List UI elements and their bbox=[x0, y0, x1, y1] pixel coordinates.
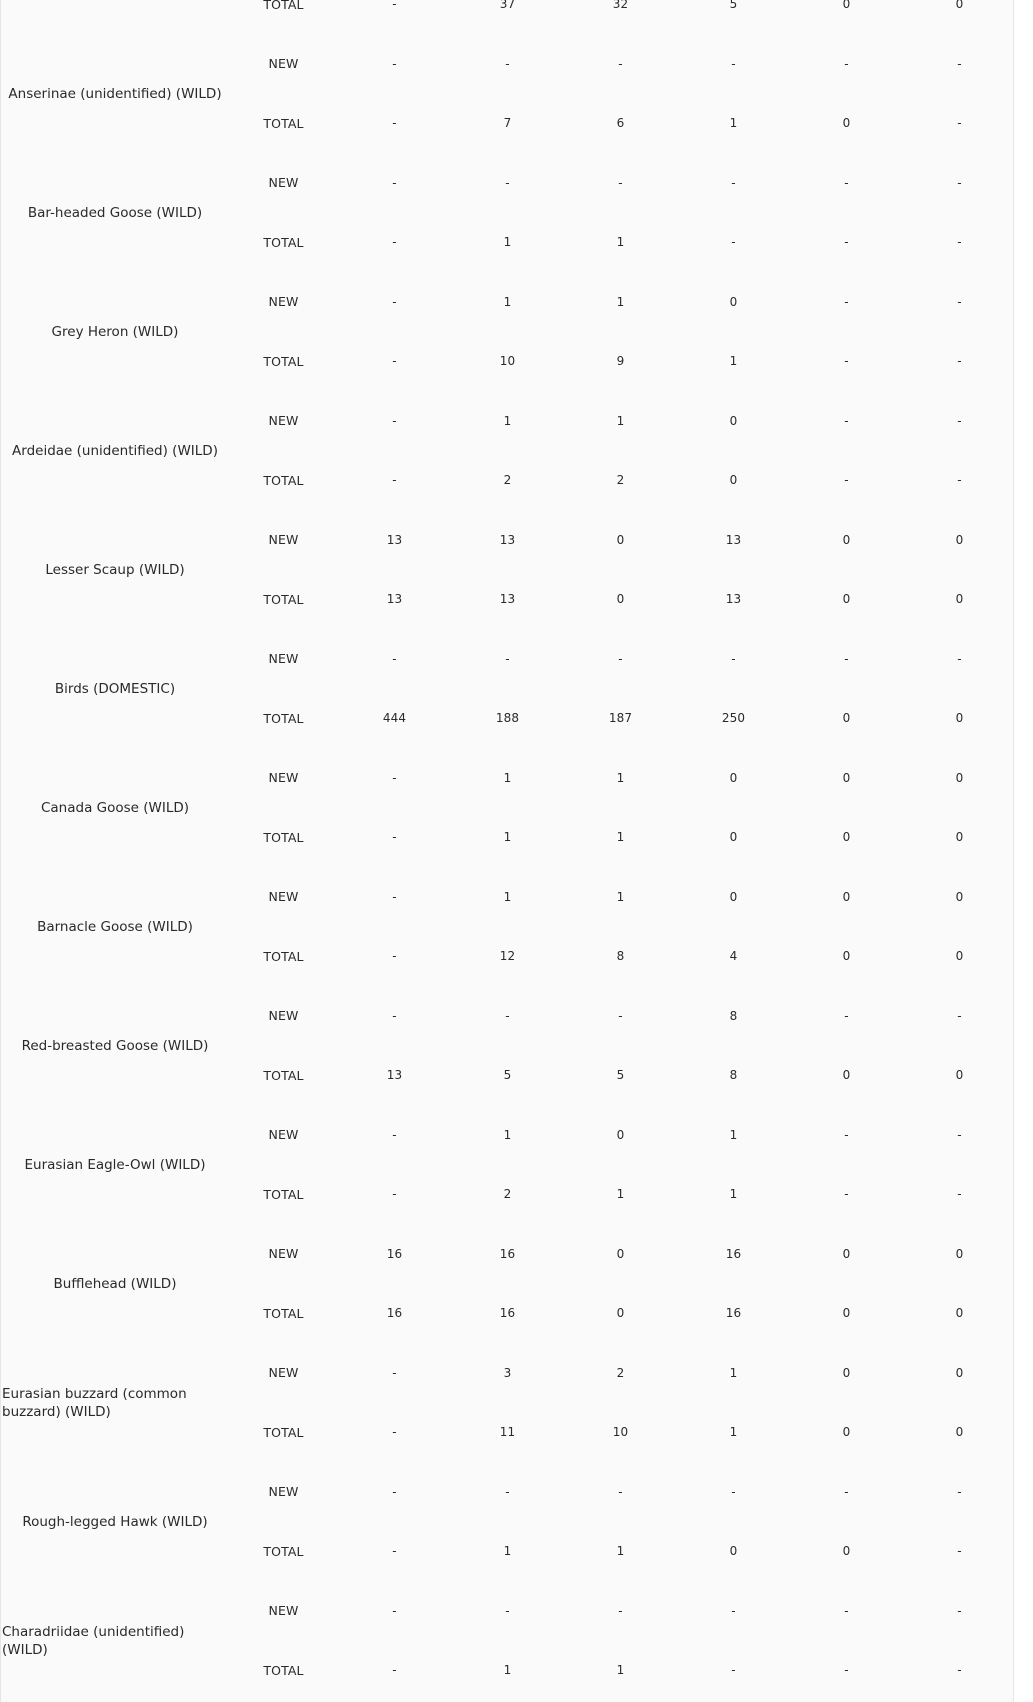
value-cell: 0 bbox=[842, 1068, 851, 1083]
value-cell: - bbox=[392, 294, 397, 309]
table-row-new bbox=[1, 34, 1016, 94]
value-cell: 13 bbox=[386, 1068, 403, 1083]
species-name: Barnacle Goose (WILD) bbox=[37, 918, 193, 935]
value-cell: 1 bbox=[729, 1425, 738, 1440]
value-cell: - bbox=[392, 413, 397, 428]
value-cell: 3 bbox=[503, 1365, 512, 1380]
row-type-label: NEW bbox=[268, 770, 299, 786]
value-cell: - bbox=[731, 235, 736, 250]
value-cell: 0 bbox=[842, 116, 851, 131]
row-type-label: NEW bbox=[268, 1127, 299, 1143]
value-cell: - bbox=[392, 116, 397, 131]
value-cell: 0 bbox=[955, 1365, 964, 1380]
value-cell: - bbox=[392, 1544, 397, 1559]
row-type-label: NEW bbox=[268, 1484, 299, 1500]
value-cell: 0 bbox=[616, 532, 625, 547]
value-cell: 0 bbox=[842, 770, 851, 785]
value-cell: - bbox=[392, 830, 397, 845]
value-cell: - bbox=[957, 1544, 962, 1559]
value-cell: 1 bbox=[729, 1187, 738, 1202]
value-cell: 8 bbox=[729, 1068, 738, 1083]
value-cell: - bbox=[957, 175, 962, 190]
value-cell: 37 bbox=[499, 0, 516, 12]
value-cell: - bbox=[392, 651, 397, 666]
table-row-total bbox=[1, 0, 1016, 34]
species-name: Ardeidae (unidentified) (WILD) bbox=[12, 442, 218, 459]
row-type-label: TOTAL bbox=[263, 1662, 304, 1678]
value-cell: 0 bbox=[842, 949, 851, 964]
row-type-label: TOTAL bbox=[263, 1186, 304, 1202]
value-cell: 0 bbox=[955, 532, 964, 547]
value-cell: - bbox=[844, 175, 849, 190]
value-cell: 0 bbox=[842, 0, 851, 12]
value-cell: 1 bbox=[503, 235, 512, 250]
value-cell: 13 bbox=[499, 592, 516, 607]
value-cell: 1 bbox=[616, 1663, 625, 1678]
value-cell: 0 bbox=[842, 1544, 851, 1559]
value-cell: - bbox=[392, 1663, 397, 1678]
row-type-label: NEW bbox=[268, 294, 299, 310]
value-cell: 1 bbox=[729, 354, 738, 369]
value-cell: 13 bbox=[386, 592, 403, 607]
value-cell: - bbox=[731, 56, 736, 71]
table-row-new bbox=[1, 748, 1016, 808]
value-cell: 0 bbox=[955, 1246, 964, 1261]
value-cell: 187 bbox=[608, 711, 633, 726]
value-cell: 2 bbox=[503, 473, 512, 488]
value-cell: 16 bbox=[499, 1246, 516, 1261]
value-cell: - bbox=[505, 1603, 510, 1618]
value-cell: 0 bbox=[955, 830, 964, 845]
value-cell: 0 bbox=[955, 1306, 964, 1321]
value-cell: 1 bbox=[729, 116, 738, 131]
value-cell: 16 bbox=[386, 1306, 403, 1321]
value-cell: 0 bbox=[842, 592, 851, 607]
table-row-new bbox=[1, 867, 1016, 927]
value-cell: - bbox=[392, 770, 397, 785]
value-cell: - bbox=[392, 1365, 397, 1380]
value-cell: 16 bbox=[386, 1246, 403, 1261]
value-cell: 0 bbox=[729, 413, 738, 428]
species-name: Bar-headed Goose (WILD) bbox=[27, 204, 203, 221]
species-name: Grey Heron (WILD) bbox=[51, 323, 179, 340]
value-cell: 0 bbox=[955, 949, 964, 964]
value-cell: - bbox=[844, 651, 849, 666]
row-type-label: TOTAL bbox=[263, 353, 304, 369]
value-cell: - bbox=[392, 1127, 397, 1142]
value-cell: 0 bbox=[616, 1246, 625, 1261]
value-cell: - bbox=[957, 1603, 962, 1618]
value-cell: - bbox=[844, 294, 849, 309]
species-name: Rough-legged Hawk (WILD) bbox=[22, 1513, 208, 1530]
value-cell: - bbox=[392, 949, 397, 964]
value-cell: - bbox=[844, 1603, 849, 1618]
value-cell: - bbox=[392, 56, 397, 71]
value-cell: - bbox=[844, 413, 849, 428]
value-cell: 0 bbox=[842, 889, 851, 904]
value-cell: - bbox=[957, 1187, 962, 1202]
row-type-label: TOTAL bbox=[263, 1424, 304, 1440]
value-cell: 13 bbox=[386, 532, 403, 547]
value-cell: - bbox=[844, 354, 849, 369]
species-name: Birds (DOMESTIC) bbox=[54, 680, 176, 697]
value-cell: - bbox=[844, 473, 849, 488]
value-cell: 6 bbox=[616, 116, 625, 131]
value-cell: 1 bbox=[616, 413, 625, 428]
value-cell: - bbox=[505, 1484, 510, 1499]
value-cell: 2 bbox=[503, 1187, 512, 1202]
value-cell: - bbox=[957, 1484, 962, 1499]
value-cell: 0 bbox=[729, 770, 738, 785]
row-type-label: NEW bbox=[268, 1008, 299, 1024]
row-type-label: TOTAL bbox=[263, 1067, 304, 1083]
table-row-new bbox=[1, 1105, 1016, 1165]
value-cell: 7 bbox=[503, 116, 512, 131]
value-cell: 4 bbox=[729, 949, 738, 964]
value-cell: - bbox=[957, 413, 962, 428]
value-cell: 250 bbox=[721, 711, 746, 726]
value-cell: - bbox=[392, 889, 397, 904]
value-cell: 1 bbox=[503, 770, 512, 785]
species-name: Bufflehead (WILD) bbox=[53, 1275, 177, 1292]
value-cell: 1 bbox=[503, 830, 512, 845]
table-row-new bbox=[1, 1462, 1016, 1522]
value-cell: 0 bbox=[842, 711, 851, 726]
row-type-label: TOTAL bbox=[263, 472, 304, 488]
value-cell: 0 bbox=[616, 1127, 625, 1142]
value-cell: - bbox=[618, 1008, 623, 1023]
value-cell: - bbox=[957, 1008, 962, 1023]
value-cell: 13 bbox=[499, 532, 516, 547]
value-cell: 1 bbox=[616, 889, 625, 904]
table-row-new bbox=[1, 1224, 1016, 1284]
value-cell: 12 bbox=[499, 949, 516, 964]
value-cell: - bbox=[844, 1008, 849, 1023]
value-cell: - bbox=[844, 56, 849, 71]
value-cell: - bbox=[844, 1484, 849, 1499]
value-cell: 13 bbox=[725, 592, 742, 607]
value-cell: 1 bbox=[729, 1127, 738, 1142]
value-cell: 0 bbox=[729, 294, 738, 309]
value-cell: 0 bbox=[729, 830, 738, 845]
value-cell: - bbox=[844, 235, 849, 250]
value-cell: 0 bbox=[955, 1425, 964, 1440]
value-cell: - bbox=[731, 1663, 736, 1678]
value-cell: - bbox=[957, 473, 962, 488]
value-cell: 0 bbox=[842, 1306, 851, 1321]
species-name: Charadriidae (unidentified) (WILD) bbox=[2, 1623, 185, 1658]
value-cell: 0 bbox=[616, 592, 625, 607]
table-row-new bbox=[1, 1581, 1016, 1641]
species-cell bbox=[1, 0, 229, 34]
value-cell: 0 bbox=[955, 592, 964, 607]
value-cell: - bbox=[618, 1603, 623, 1618]
value-cell: 1 bbox=[616, 235, 625, 250]
row-type-label: NEW bbox=[268, 889, 299, 905]
value-cell: 10 bbox=[612, 1425, 629, 1440]
value-cell: 0 bbox=[955, 770, 964, 785]
value-cell: 188 bbox=[495, 711, 520, 726]
value-cell: 1 bbox=[616, 830, 625, 845]
row-type-label: TOTAL bbox=[263, 829, 304, 845]
row-type-label: NEW bbox=[268, 532, 299, 548]
value-cell: 0 bbox=[842, 532, 851, 547]
value-cell: 16 bbox=[725, 1246, 742, 1261]
species-name: Eurasian Eagle-Owl (WILD) bbox=[24, 1156, 206, 1173]
value-cell: - bbox=[957, 56, 962, 71]
value-cell: - bbox=[505, 1008, 510, 1023]
value-cell: - bbox=[731, 651, 736, 666]
value-cell: - bbox=[957, 1663, 962, 1678]
value-cell: 2 bbox=[616, 473, 625, 488]
value-cell: 0 bbox=[842, 830, 851, 845]
value-cell: 11 bbox=[499, 1425, 516, 1440]
value-cell: 0 bbox=[955, 0, 964, 12]
value-cell: 1 bbox=[616, 294, 625, 309]
value-cell: 5 bbox=[616, 1068, 625, 1083]
row-type-label: NEW bbox=[268, 413, 299, 429]
value-cell: 1 bbox=[729, 1365, 738, 1380]
table-row-new bbox=[1, 510, 1016, 570]
value-cell: - bbox=[392, 473, 397, 488]
table-row-new bbox=[1, 986, 1016, 1046]
value-cell: 1 bbox=[503, 413, 512, 428]
table-row-new bbox=[1, 1343, 1016, 1403]
row-type-label: TOTAL bbox=[263, 1543, 304, 1559]
row-type-label: NEW bbox=[268, 56, 299, 72]
value-cell: - bbox=[957, 651, 962, 666]
value-cell: - bbox=[392, 1187, 397, 1202]
value-cell: - bbox=[505, 651, 510, 666]
value-cell: 1 bbox=[503, 1127, 512, 1142]
value-cell: - bbox=[392, 235, 397, 250]
row-type-label: TOTAL bbox=[263, 948, 304, 964]
value-cell: - bbox=[957, 116, 962, 131]
table-row-new bbox=[1, 391, 1016, 451]
value-cell: 2 bbox=[616, 1365, 625, 1380]
value-cell: 0 bbox=[729, 1544, 738, 1559]
table-body bbox=[1, 0, 1016, 1700]
value-cell: 0 bbox=[842, 1425, 851, 1440]
row-type-label: TOTAL bbox=[263, 0, 304, 12]
value-cell: 0 bbox=[729, 889, 738, 904]
value-cell: 1 bbox=[503, 889, 512, 904]
row-type-label: TOTAL bbox=[263, 234, 304, 250]
value-cell: 0 bbox=[955, 711, 964, 726]
value-cell: 32 bbox=[612, 0, 629, 12]
value-cell: - bbox=[957, 1127, 962, 1142]
value-cell: - bbox=[618, 175, 623, 190]
value-cell: - bbox=[618, 651, 623, 666]
value-cell: 0 bbox=[842, 1365, 851, 1380]
row-type-label: NEW bbox=[268, 1246, 299, 1262]
value-cell: 8 bbox=[729, 1008, 738, 1023]
row-type-label: NEW bbox=[268, 175, 299, 191]
row-type-label: TOTAL bbox=[263, 710, 304, 726]
value-cell: - bbox=[957, 235, 962, 250]
value-cell: 1 bbox=[503, 1544, 512, 1559]
value-cell: 8 bbox=[616, 949, 625, 964]
row-type-label: TOTAL bbox=[263, 1305, 304, 1321]
value-cell: 1 bbox=[616, 770, 625, 785]
value-cell: - bbox=[844, 1187, 849, 1202]
value-cell: - bbox=[618, 1484, 623, 1499]
row-type-label: NEW bbox=[268, 1603, 299, 1619]
value-cell: 0 bbox=[842, 1246, 851, 1261]
value-cell: - bbox=[731, 1484, 736, 1499]
value-cell: - bbox=[957, 294, 962, 309]
row-type-label: NEW bbox=[268, 1365, 299, 1381]
table-row-new bbox=[1, 629, 1016, 689]
value-cell: - bbox=[731, 1603, 736, 1618]
value-cell: - bbox=[392, 1425, 397, 1440]
table-row-new bbox=[1, 153, 1016, 213]
value-cell: - bbox=[392, 0, 397, 12]
value-cell: - bbox=[731, 175, 736, 190]
value-cell: 9 bbox=[616, 354, 625, 369]
value-cell: 0 bbox=[729, 473, 738, 488]
value-cell: - bbox=[392, 354, 397, 369]
value-cell: 1 bbox=[616, 1544, 625, 1559]
value-cell: 0 bbox=[616, 1306, 625, 1321]
value-cell: - bbox=[505, 56, 510, 71]
value-cell: - bbox=[844, 1127, 849, 1142]
value-cell: 16 bbox=[499, 1306, 516, 1321]
value-cell: 0 bbox=[955, 1068, 964, 1083]
outbreak-species-table bbox=[1, 0, 1016, 1700]
row-type-label: TOTAL bbox=[263, 591, 304, 607]
row-type-label: NEW bbox=[268, 651, 299, 667]
value-cell: - bbox=[392, 175, 397, 190]
page-gutter bbox=[1014, 0, 1033, 1702]
value-cell: 444 bbox=[382, 711, 407, 726]
value-cell: 1 bbox=[503, 294, 512, 309]
species-name: Anserinae (unidentified) (WILD) bbox=[8, 85, 222, 102]
value-cell: - bbox=[844, 1663, 849, 1678]
table-row-new bbox=[1, 272, 1016, 332]
value-cell: 13 bbox=[725, 532, 742, 547]
value-cell: 0 bbox=[955, 889, 964, 904]
value-cell: - bbox=[618, 56, 623, 71]
row-type-label: TOTAL bbox=[263, 115, 304, 131]
value-cell: 16 bbox=[725, 1306, 742, 1321]
species-name: Lesser Scaup (WILD) bbox=[45, 561, 185, 578]
species-name: Canada Goose (WILD) bbox=[40, 799, 190, 816]
value-cell: 1 bbox=[616, 1187, 625, 1202]
value-cell: 1 bbox=[503, 1663, 512, 1678]
value-cell: - bbox=[392, 1008, 397, 1023]
species-name: Eurasian buzzard (common buzzard) (WILD) bbox=[2, 1385, 187, 1420]
species-name: Red-breasted Goose (WILD) bbox=[21, 1037, 209, 1054]
value-cell: - bbox=[392, 1484, 397, 1499]
value-cell: - bbox=[392, 1603, 397, 1618]
value-cell: 5 bbox=[503, 1068, 512, 1083]
value-cell: 5 bbox=[729, 0, 738, 12]
value-cell: 10 bbox=[499, 354, 516, 369]
value-cell: - bbox=[957, 354, 962, 369]
value-cell: - bbox=[505, 175, 510, 190]
